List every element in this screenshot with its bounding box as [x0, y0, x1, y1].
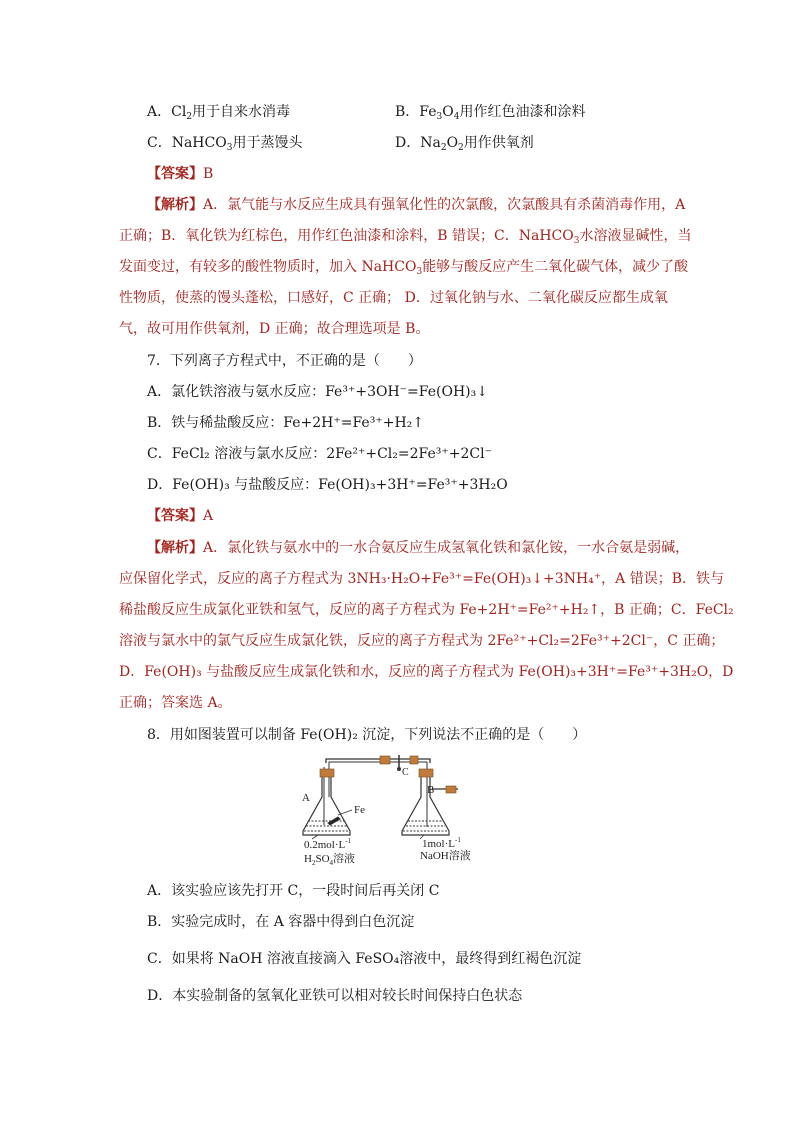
q6-option-b: B．$Fe_3O_4$用作红色油漆和涂料 — [395, 104, 586, 122]
q6-option-d: D．$Na_2O_2$用作供氧剂 — [395, 135, 534, 153]
q6-analysis-line-5: 气，故可用作供氧剂，D 正确；故合理选项是 B。 — [119, 321, 430, 337]
q8-stem: 8．用如图装置可以制备 Fe(OH)₂ 沉淀，下列说法不正确的是（ ） — [147, 727, 587, 743]
q7-analysis-line-1: 【解析】A．氯化铁与氨水中的一水合氨反应生成氢氧化铁和氯化铵，一水合氨是弱碱， — [147, 540, 690, 556]
q7-option-b: B．铁与稀盐酸反应：Fe+2H⁺=Fe³⁺+H₂↑ — [147, 415, 425, 431]
q6-option-c: C．NaHCO$_3$用于蒸馒头 — [147, 135, 303, 153]
q6-option-a: A．$Cl_2$用于自来水消毒 — [147, 104, 291, 122]
q7-analysis-line-5: D．Fe(OH)₃ 与盐酸反应生成氯化铁和水，反应的离子方程式为 Fe(OH)₃+3H⁺=Fe³⁺+3H₂O，D — [119, 664, 734, 680]
q7-answer: 【答案】A — [147, 508, 214, 524]
q8-option-b: B．实验完成时，在 A 容器中得到白色沉淀 — [147, 914, 415, 930]
q7-option-d: D．Fe(OH)₃ 与盐酸反应：Fe(OH)₃+3H⁺=Fe³⁺+3H₂O — [147, 477, 508, 493]
q7-option-c: C．FeCl₂ 溶液与氯水反应：2Fe²⁺+Cl₂=2Fe³⁺+2Cl⁻ — [147, 446, 492, 462]
q6-analysis-line-3: 发面变过，有较多的酸性物质时，加入 NaHCO$_3$能够与酸反应产生二氧化碳气体，减少了酸 — [119, 259, 689, 277]
q7-analysis-line-6: 正确；答案选 A。 — [119, 695, 232, 711]
q6-answer: 【答案】B — [147, 166, 214, 182]
label-fe: Fe — [354, 804, 365, 816]
q6-analysis-line-4: 性物质，使蒸的馒头蓬松，口感好，C 正确； D．过氧化钠与水、二氧化碳反应都生成氧 — [119, 290, 668, 306]
q8-option-a: A．该实验应该先打开 C，一段时间后再关闭 C — [147, 883, 440, 899]
q7-analysis-line-3: 稀盐酸反应生成氯化亚铁和氢气，反应的离子方程式为 Fe+2H⁺=Fe²⁺+H₂↑，B 正确；C．FeCl₂ — [119, 602, 734, 618]
q8-option-d: D．本实验制备的氢氧化亚铁可以相对较长时间保持白色状态 — [147, 988, 523, 1004]
left-solution: $H_2SO_4$溶液 — [304, 853, 356, 865]
right-solution: NaOH溶液 — [420, 850, 471, 862]
q7-analysis-line-4: 溶液与氯水中的氯气反应生成氯化铁，反应的离子方程式为 2Fe²⁺+Cl₂=2Fe³⁺+2Cl⁻，C 正确； — [119, 633, 725, 649]
label-a: A — [302, 792, 310, 804]
q7-analysis-line-2: 应保留化学式，反应的离子方程式为 3NH₃·H₂O+Fe³⁺=Fe(OH)₃↓+3NH₄⁺，A 错误；B．铁与 — [119, 571, 725, 587]
left-concentration: $0.2mol\cdot L^{-1}$ — [304, 837, 352, 851]
q7-option-a: A．氯化铁溶液与氨水反应：Fe³⁺+3OH⁻=Fe(OH)₃↓ — [147, 384, 488, 400]
q8-option-c: C．如果将 NaOH 溶液直接滴入 FeSO₄溶液中，最终得到红褐色沉淀 — [147, 951, 582, 967]
right-concentration: $1mol\cdot L^{-1}$ — [422, 836, 461, 850]
q6-analysis-line-2: 正确；B．氧化铁为红棕色，用作红色油漆和涂料，B 错误；C．NaHCO$_3$水溶液显碱性，当 — [119, 228, 692, 246]
label-b: B — [427, 784, 435, 796]
apparatus-diagram — [298, 755, 498, 865]
q7-stem: 7．下列离子方程式中，不正确的是（ ） — [147, 353, 422, 369]
q6-analysis-line-1: 【解析】A．氯气能与水反应生成具有强氧化性的次氯酸，次氯酸具有杀菌消毒作用，A — [147, 197, 686, 213]
label-c: C — [402, 767, 409, 778]
